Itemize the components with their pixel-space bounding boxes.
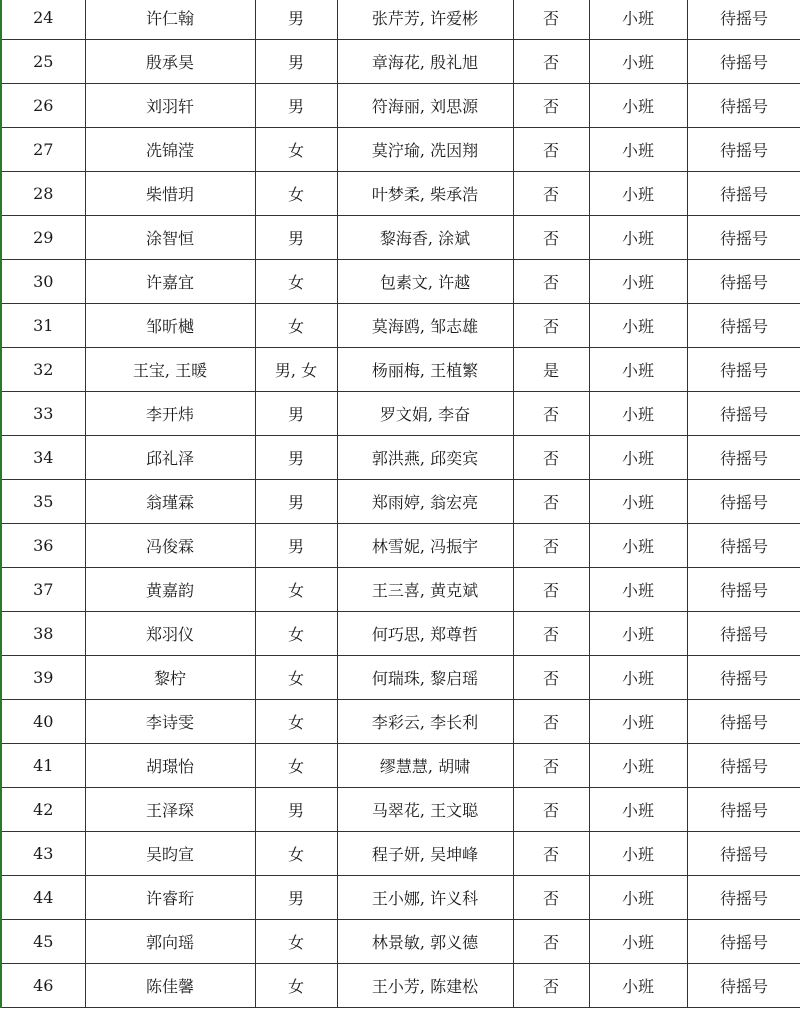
child-name-cell: 冼锦滢 — [85, 128, 255, 172]
lottery-status-cell: 待摇号 — [687, 744, 800, 788]
row-number-cell: 26 — [1, 84, 85, 128]
lottery-status-cell: 待摇号 — [687, 348, 800, 392]
class-level-cell: 小班 — [589, 348, 687, 392]
parent-names-cell: 郑雨婷, 翁宏亮 — [337, 480, 513, 524]
class-level-cell: 小班 — [589, 128, 687, 172]
class-level-cell: 小班 — [589, 920, 687, 964]
table-row — [1, 128, 800, 172]
child-name-cell: 翁瑾霖 — [85, 480, 255, 524]
applicant-table-body — [1, 0, 800, 1008]
lottery-status-cell: 待摇号 — [687, 436, 800, 480]
child-name-cell: 郭向瑶 — [85, 920, 255, 964]
class-level-cell: 小班 — [589, 524, 687, 568]
table-row — [1, 744, 800, 788]
parent-names-cell: 张芹芳, 许爱彬 — [337, 0, 513, 40]
parent-names-cell: 包素文, 许越 — [337, 260, 513, 304]
gender-cell: 男, 女 — [255, 348, 337, 392]
gender-cell: 女 — [255, 568, 337, 612]
table-row — [1, 656, 800, 700]
parent-names-cell: 章海花, 殷礼旭 — [337, 40, 513, 84]
yes-no-cell: 否 — [513, 480, 589, 524]
lottery-status-cell: 待摇号 — [687, 40, 800, 84]
yes-no-cell: 否 — [513, 172, 589, 216]
parent-names-cell: 莫泞瑜, 冼因翔 — [337, 128, 513, 172]
yes-no-cell: 否 — [513, 744, 589, 788]
row-number-cell: 40 — [1, 700, 85, 744]
yes-no-cell: 否 — [513, 260, 589, 304]
table-row — [1, 920, 800, 964]
yes-no-cell: 否 — [513, 612, 589, 656]
yes-no-cell: 否 — [513, 788, 589, 832]
row-number-cell: 39 — [1, 656, 85, 700]
lottery-status-cell: 待摇号 — [687, 304, 800, 348]
parent-names-cell: 何巧思, 郑尊哲 — [337, 612, 513, 656]
table-row — [1, 788, 800, 832]
gender-cell: 男 — [255, 876, 337, 920]
child-name-cell: 郑羽仪 — [85, 612, 255, 656]
class-level-cell: 小班 — [589, 832, 687, 876]
child-name-cell: 胡璟怡 — [85, 744, 255, 788]
table-row — [1, 612, 800, 656]
parent-names-cell: 莫海鸥, 邹志雄 — [337, 304, 513, 348]
gender-cell: 女 — [255, 700, 337, 744]
yes-no-cell: 是 — [513, 348, 589, 392]
parent-names-cell: 黎海香, 涂斌 — [337, 216, 513, 260]
row-number-cell: 35 — [1, 480, 85, 524]
table-row — [1, 392, 800, 436]
parent-names-cell: 王三喜, 黄克斌 — [337, 568, 513, 612]
lottery-status-cell: 待摇号 — [687, 568, 800, 612]
gender-cell: 女 — [255, 612, 337, 656]
lottery-status-cell: 待摇号 — [687, 612, 800, 656]
parent-names-cell: 马翠花, 王文聪 — [337, 788, 513, 832]
child-name-cell: 王宝, 王暖 — [85, 348, 255, 392]
child-name-cell: 邹昕樾 — [85, 304, 255, 348]
row-number-cell: 25 — [1, 40, 85, 84]
lottery-status-cell: 待摇号 — [687, 128, 800, 172]
row-number-cell: 41 — [1, 744, 85, 788]
lottery-status-cell: 待摇号 — [687, 788, 800, 832]
lottery-status-cell: 待摇号 — [687, 84, 800, 128]
row-number-cell: 34 — [1, 436, 85, 480]
class-level-cell: 小班 — [589, 744, 687, 788]
gender-cell: 女 — [255, 304, 337, 348]
parent-names-cell: 郭洪燕, 邱奕宾 — [337, 436, 513, 480]
table-row — [1, 304, 800, 348]
gender-cell: 男 — [255, 524, 337, 568]
class-level-cell: 小班 — [589, 260, 687, 304]
row-number-cell: 24 — [1, 0, 85, 40]
row-number-cell: 30 — [1, 260, 85, 304]
row-number-cell: 33 — [1, 392, 85, 436]
child-name-cell: 李诗雯 — [85, 700, 255, 744]
yes-no-cell: 否 — [513, 964, 589, 1008]
child-name-cell: 吴昀宣 — [85, 832, 255, 876]
child-name-cell: 柴惜玥 — [85, 172, 255, 216]
row-number-cell: 28 — [1, 172, 85, 216]
class-level-cell: 小班 — [589, 392, 687, 436]
class-level-cell: 小班 — [589, 0, 687, 40]
table-row — [1, 832, 800, 876]
row-number-cell: 29 — [1, 216, 85, 260]
child-name-cell: 殷承昊 — [85, 40, 255, 84]
parent-names-cell: 何瑞珠, 黎启瑶 — [337, 656, 513, 700]
yes-no-cell: 否 — [513, 304, 589, 348]
class-level-cell: 小班 — [589, 568, 687, 612]
child-name-cell: 王泽琛 — [85, 788, 255, 832]
gender-cell: 男 — [255, 0, 337, 40]
yes-no-cell: 否 — [513, 656, 589, 700]
gender-cell: 女 — [255, 832, 337, 876]
lottery-status-cell: 待摇号 — [687, 480, 800, 524]
class-level-cell: 小班 — [589, 436, 687, 480]
table-row — [1, 700, 800, 744]
gender-cell: 女 — [255, 172, 337, 216]
yes-no-cell: 否 — [513, 568, 589, 612]
table-row — [1, 172, 800, 216]
lottery-status-cell: 待摇号 — [687, 876, 800, 920]
parent-names-cell: 缪慧慧, 胡啸 — [337, 744, 513, 788]
yes-no-cell: 否 — [513, 436, 589, 480]
child-name-cell: 许仁翰 — [85, 0, 255, 40]
child-name-cell: 刘羽轩 — [85, 84, 255, 128]
lottery-status-cell: 待摇号 — [687, 964, 800, 1008]
table-row — [1, 524, 800, 568]
gender-cell: 女 — [255, 656, 337, 700]
child-name-cell: 冯俊霖 — [85, 524, 255, 568]
gender-cell: 男 — [255, 480, 337, 524]
child-name-cell: 邱礼泽 — [85, 436, 255, 480]
gender-cell: 女 — [255, 744, 337, 788]
yes-no-cell: 否 — [513, 0, 589, 40]
table-row — [1, 40, 800, 84]
class-level-cell: 小班 — [589, 304, 687, 348]
child-name-cell: 黎柠 — [85, 656, 255, 700]
lottery-status-cell: 待摇号 — [687, 700, 800, 744]
table-row — [1, 480, 800, 524]
gender-cell: 男 — [255, 392, 337, 436]
row-number-cell: 27 — [1, 128, 85, 172]
table-row — [1, 0, 800, 40]
gender-cell: 女 — [255, 964, 337, 1008]
class-level-cell: 小班 — [589, 612, 687, 656]
table-row — [1, 84, 800, 128]
child-name-cell: 许嘉宜 — [85, 260, 255, 304]
row-number-cell: 45 — [1, 920, 85, 964]
gender-cell: 男 — [255, 216, 337, 260]
parent-names-cell: 叶梦柔, 柴承浩 — [337, 172, 513, 216]
row-number-cell: 37 — [1, 568, 85, 612]
gender-cell: 男 — [255, 788, 337, 832]
lottery-status-cell: 待摇号 — [687, 216, 800, 260]
table-row — [1, 216, 800, 260]
row-number-cell: 46 — [1, 964, 85, 1008]
lottery-status-cell: 待摇号 — [687, 832, 800, 876]
row-number-cell: 43 — [1, 832, 85, 876]
class-level-cell: 小班 — [589, 876, 687, 920]
table-row — [1, 348, 800, 392]
lottery-status-cell: 待摇号 — [687, 656, 800, 700]
row-number-cell: 44 — [1, 876, 85, 920]
parent-names-cell: 李彩云, 李长利 — [337, 700, 513, 744]
class-level-cell: 小班 — [589, 656, 687, 700]
parent-names-cell: 王小芳, 陈建松 — [337, 964, 513, 1008]
parent-names-cell: 符海丽, 刘思源 — [337, 84, 513, 128]
yes-no-cell: 否 — [513, 700, 589, 744]
lottery-status-cell: 待摇号 — [687, 260, 800, 304]
class-level-cell: 小班 — [589, 40, 687, 84]
parent-names-cell: 林景敏, 郭义德 — [337, 920, 513, 964]
gender-cell: 女 — [255, 920, 337, 964]
table-row — [1, 964, 800, 1008]
class-level-cell: 小班 — [589, 700, 687, 744]
parent-names-cell: 程子妍, 吴坤峰 — [337, 832, 513, 876]
yes-no-cell: 否 — [513, 128, 589, 172]
child-name-cell: 李开炜 — [85, 392, 255, 436]
class-level-cell: 小班 — [589, 216, 687, 260]
table-row — [1, 436, 800, 480]
class-level-cell: 小班 — [589, 788, 687, 832]
parent-names-cell: 杨丽梅, 王植繁 — [337, 348, 513, 392]
class-level-cell: 小班 — [589, 172, 687, 216]
gender-cell: 男 — [255, 40, 337, 84]
child-name-cell: 许睿珩 — [85, 876, 255, 920]
class-level-cell: 小班 — [589, 480, 687, 524]
yes-no-cell: 否 — [513, 832, 589, 876]
child-name-cell: 涂智恒 — [85, 216, 255, 260]
child-name-cell: 黄嘉韵 — [85, 568, 255, 612]
yes-no-cell: 否 — [513, 84, 589, 128]
row-number-cell: 42 — [1, 788, 85, 832]
yes-no-cell: 否 — [513, 920, 589, 964]
class-level-cell: 小班 — [589, 84, 687, 128]
lottery-status-cell: 待摇号 — [687, 392, 800, 436]
gender-cell: 女 — [255, 128, 337, 172]
yes-no-cell: 否 — [513, 216, 589, 260]
yes-no-cell: 否 — [513, 876, 589, 920]
parent-names-cell: 林雪妮, 冯振宇 — [337, 524, 513, 568]
row-number-cell: 36 — [1, 524, 85, 568]
table-row — [1, 260, 800, 304]
parent-names-cell: 王小娜, 许义科 — [337, 876, 513, 920]
yes-no-cell: 否 — [513, 40, 589, 84]
child-name-cell: 陈佳馨 — [85, 964, 255, 1008]
gender-cell: 女 — [255, 260, 337, 304]
lottery-status-cell: 待摇号 — [687, 0, 800, 40]
table-row — [1, 876, 800, 920]
yes-no-cell: 否 — [513, 524, 589, 568]
row-number-cell: 31 — [1, 304, 85, 348]
class-level-cell: 小班 — [589, 964, 687, 1008]
gender-cell: 男 — [255, 436, 337, 480]
gender-cell: 男 — [255, 84, 337, 128]
parent-names-cell: 罗文娟, 李奋 — [337, 392, 513, 436]
row-number-cell: 38 — [1, 612, 85, 656]
lottery-status-cell: 待摇号 — [687, 172, 800, 216]
lottery-status-cell: 待摇号 — [687, 920, 800, 964]
table-row — [1, 568, 800, 612]
yes-no-cell: 否 — [513, 392, 589, 436]
lottery-status-cell: 待摇号 — [687, 524, 800, 568]
row-number-cell: 32 — [1, 348, 85, 392]
